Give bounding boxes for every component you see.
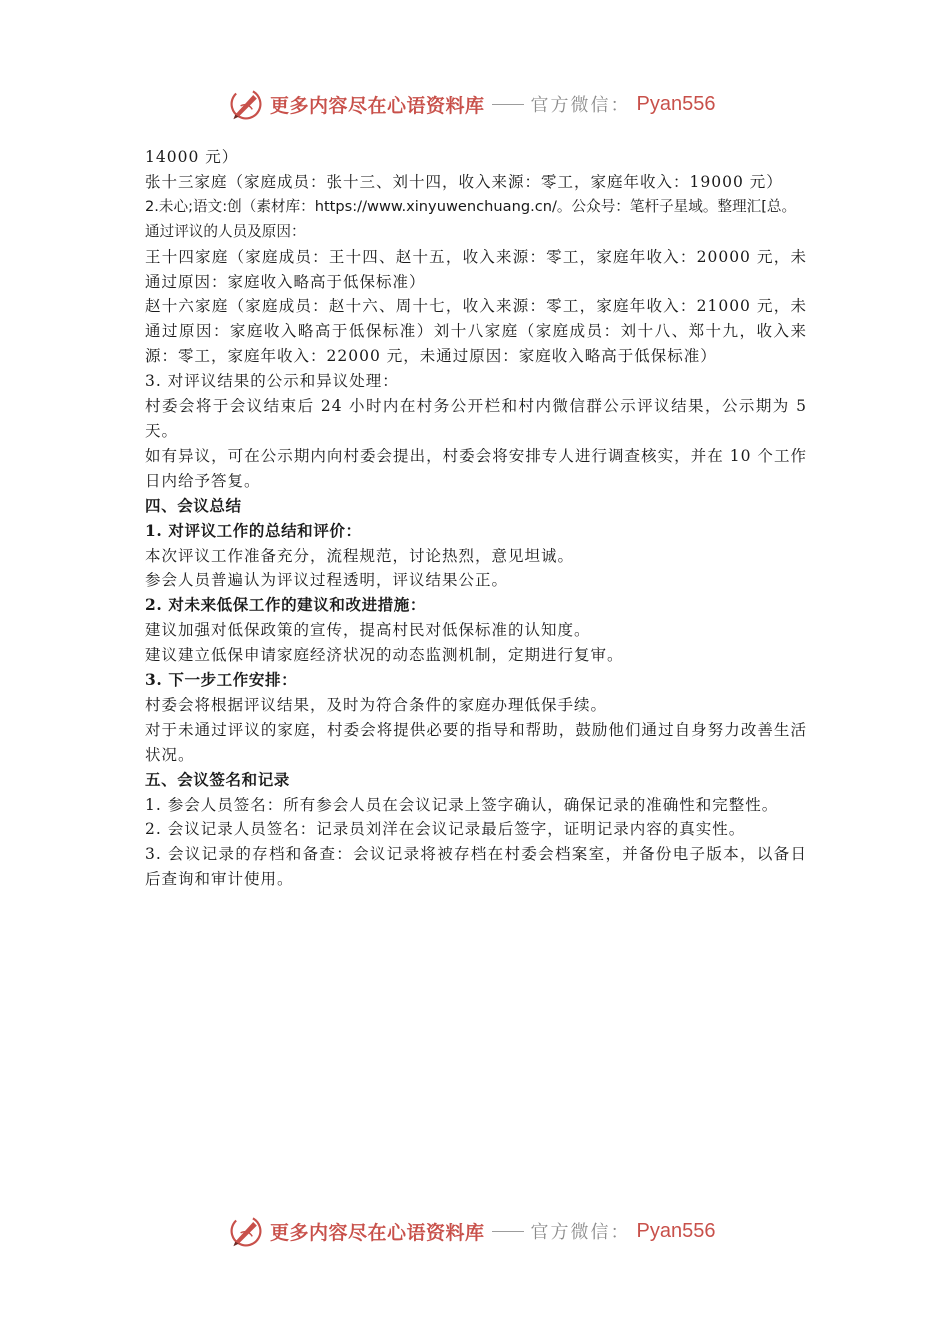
paragraph-line: 3. 对评议结果的公示和异议处理： [145,372,399,391]
section-heading: 五、会议签名和记录 [145,769,290,789]
watermark-dash [492,104,524,105]
paragraph-line: 对于未通过评议的家庭，村委会将提供必要的指导和帮助，鼓励他们通过自身努力改善生活状况。 [145,720,807,764]
paragraph-line: 14000 元） [145,148,239,166]
paragraph-line: 建议建立低保申请家庭经济状况的动态监测机制，定期进行复审。 [145,646,624,665]
paragraph-line: 建议加强对低保政策的宣传，提高村民对低保标准的认知度。 [145,621,591,640]
paragraph-line: 村委会将根据评议结果，及时为符合条件的家庭办理低保手续。 [145,695,608,714]
paragraph-line: 赵十六家庭（家庭成员：赵十六、周十七，收入来源：零工，家庭年收入：21000 元，未通过原因：家庭收入略高于低保标准）刘十八家庭（家庭成员：刘十八、郑十九，收入来源：零工，家庭年收入：22000 元，未通过原因：家庭收入略高于低保标准） [145,297,807,366]
document-body [145,145,807,892]
section-heading: 四、会议总结 [145,495,242,515]
footer-watermark [228,1211,715,1251]
watermark-main-text: 更多内容尽在心语资料库 [270,94,485,117]
watermark-label-text: 官方微信： [530,1222,631,1243]
paragraph-line: 2.未心;语文:创（素材库：https://www.xinyuwenchuang.cn/。公众号：笔杆子星域。整理汇[总。通过评议的人员及原因： [145,197,797,240]
paragraph-line: 张十三家庭（家庭成员：张十三、刘十四，收入来源：零工，家庭年收入：19000 元） [145,172,783,191]
paragraph-line: 3. 会议记录的存档和备查：会议记录将被存档在村委会档案室，并备份电子版本，以备日后查询和审计使用。 [145,845,807,889]
watermark-dash [492,1231,524,1232]
paragraph-line: 2. 会议记录人员签名：记录员刘洋在会议记录最后签字，证明记录内容的真实性。 [145,820,746,839]
pen-logo-icon [228,86,264,122]
paragraph-line: 参会人员普遍认为评议过程透明，评议结果公正。 [145,571,509,590]
paragraph-line: 王十四家庭（家庭成员：王十四、赵十五，收入来源：零工，家庭年收入：20000 元，未通过原因：家庭收入略高于低保标准） [145,247,807,291]
watermark-wechat-id: Pyan556 [636,92,716,115]
paragraph-line: 村委会将于会议结束后 24 小时内在村务公开栏和村内微信群公示评议结果，公示期为 5 天。 [145,397,807,440]
paragraph-line: 如有异议，可在公示期内向村委会提出，村委会将安排专人进行调查核实，并在 10 个工作日内给予答复。 [145,446,807,490]
watermark-label-text: 官方微信： [530,95,631,116]
section-heading: 1. 对评议工作的总结和评价： [145,520,362,540]
paragraph-line: 本次评议工作准备充分，流程规范，讨论热烈，意见坦诚。 [145,546,575,565]
header-watermark [228,84,715,124]
watermark-main-text: 更多内容尽在心语资料库 [270,1221,485,1244]
paragraph-line: 1. 参会人员签名：所有参会人员在会议记录上签字确认，确保记录的准确性和完整性。 [145,795,779,814]
section-heading: 3. 下一步工作安排： [145,670,298,690]
pen-logo-icon [228,1213,264,1249]
watermark-wechat-id: Pyan556 [636,1219,716,1242]
section-heading: 2. 对未来低保工作的建议和改进措施： [145,595,426,615]
